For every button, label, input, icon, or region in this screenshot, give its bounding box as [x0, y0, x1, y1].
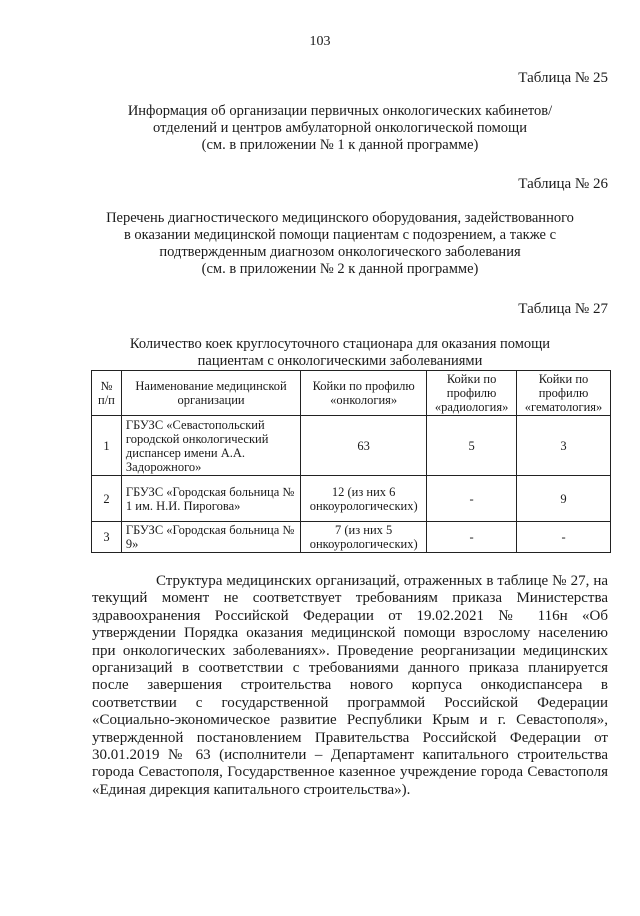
cell-organization: ГБУЗС «Городская больница № 9»: [121, 522, 300, 553]
table-header-row: [92, 371, 611, 416]
cell-hematology: -: [517, 522, 611, 553]
table-row: [92, 476, 611, 522]
header-hematology: Койки по профилю «гематология»: [517, 371, 611, 416]
table-25-label: Таблица № 25: [518, 70, 608, 86]
table-27-title-line: пациентам с онкологическими заболеваниями: [197, 353, 483, 369]
cell-hematology: 3: [517, 416, 611, 476]
cell-oncology: 12 (из них 6 онкоурологических): [301, 476, 427, 522]
header-oncology: Койки по профилю «онкология»: [301, 371, 427, 416]
cell-oncology: 63: [301, 416, 427, 476]
body-text: [92, 573, 608, 799]
cell-radiology: 5: [427, 416, 517, 476]
cell-hematology: 9: [517, 476, 611, 522]
table-25-title: [70, 103, 610, 154]
beds-table: [91, 370, 611, 553]
cell-organization: ГБУЗС «Городская больница № 1 им. Н.И. Пирогова»: [121, 476, 300, 522]
table-25-title-line: (см. в приложении № 1 к данной программе): [201, 137, 479, 153]
table-27-title: [70, 336, 610, 370]
header-number: № п/п: [92, 371, 122, 416]
cell-number: 3: [92, 522, 122, 553]
cell-number: 2: [92, 476, 122, 522]
table-26-title-line: Перечень диагностического медицинского оборудования, задействованного: [106, 210, 574, 226]
table-26-title: [70, 210, 610, 278]
table-27-label: Таблица № 27: [518, 301, 608, 317]
table-row: [92, 522, 611, 553]
cell-oncology: 7 (из них 5 онкоурологических): [301, 522, 427, 553]
table-27-title-line: Количество коек круглосуточного стационара для оказания помощи: [129, 336, 551, 352]
cell-organization: ГБУЗС «Севастопольский городской онкологический диспансер имени А.А. Задорожного»: [121, 416, 300, 476]
header-radiology: Койки по профилю «радиология»: [427, 371, 517, 416]
cell-radiology: -: [427, 522, 517, 553]
table-26-label: Таблица № 26: [518, 176, 608, 192]
table-25-title-line: отделений и центров амбулаторной онкологической помощи: [153, 120, 527, 136]
table-25-title-line: Информация об организации первичных онкологических кабинетов/: [127, 103, 553, 119]
body-paragraph: Структура медицинских организаций, отраженных в таблице № 27, на текущий момент не соответствует требованиям приказа Министерства здравоохранения Российской Федерации от 19.02.2021 № 116н «Об утверждении Порядка оказания медицинской помощи взрослому населению при онкологических заболеваниях». Проведение реорганизации медицинских организаций в соответствии с требованиями данного приказа планируется после завершения строительства нового корпуса онкодиспансера в соответствии с государственной программой Российской Федерации «Социально-экономическое развитие Республики Крым и г. Севастополя», утвержденной постановлением Правительства Российской Федерации от 30.01.2019 № 63 (исполнители – Департамент капитального строительства города Севастополя, Государственное казенное учреждение города Севастополя «Единая дирекция капитального строительства»).: [92, 573, 608, 798]
cell-number: 1: [92, 416, 122, 476]
cell-radiology: -: [427, 476, 517, 522]
header-organization: Наименование медицинской организации: [121, 371, 300, 416]
page-number: 103: [309, 34, 331, 49]
table-row: [92, 416, 611, 476]
table-26-title-line: в оказании медицинской помощи пациентам с подозрением, а также с: [123, 227, 557, 243]
table-26-title-line: подтвержденным диагнозом онкологического заболевания: [159, 244, 521, 260]
table-26-title-line: (см. в приложении № 2 к данной программе): [201, 261, 479, 277]
